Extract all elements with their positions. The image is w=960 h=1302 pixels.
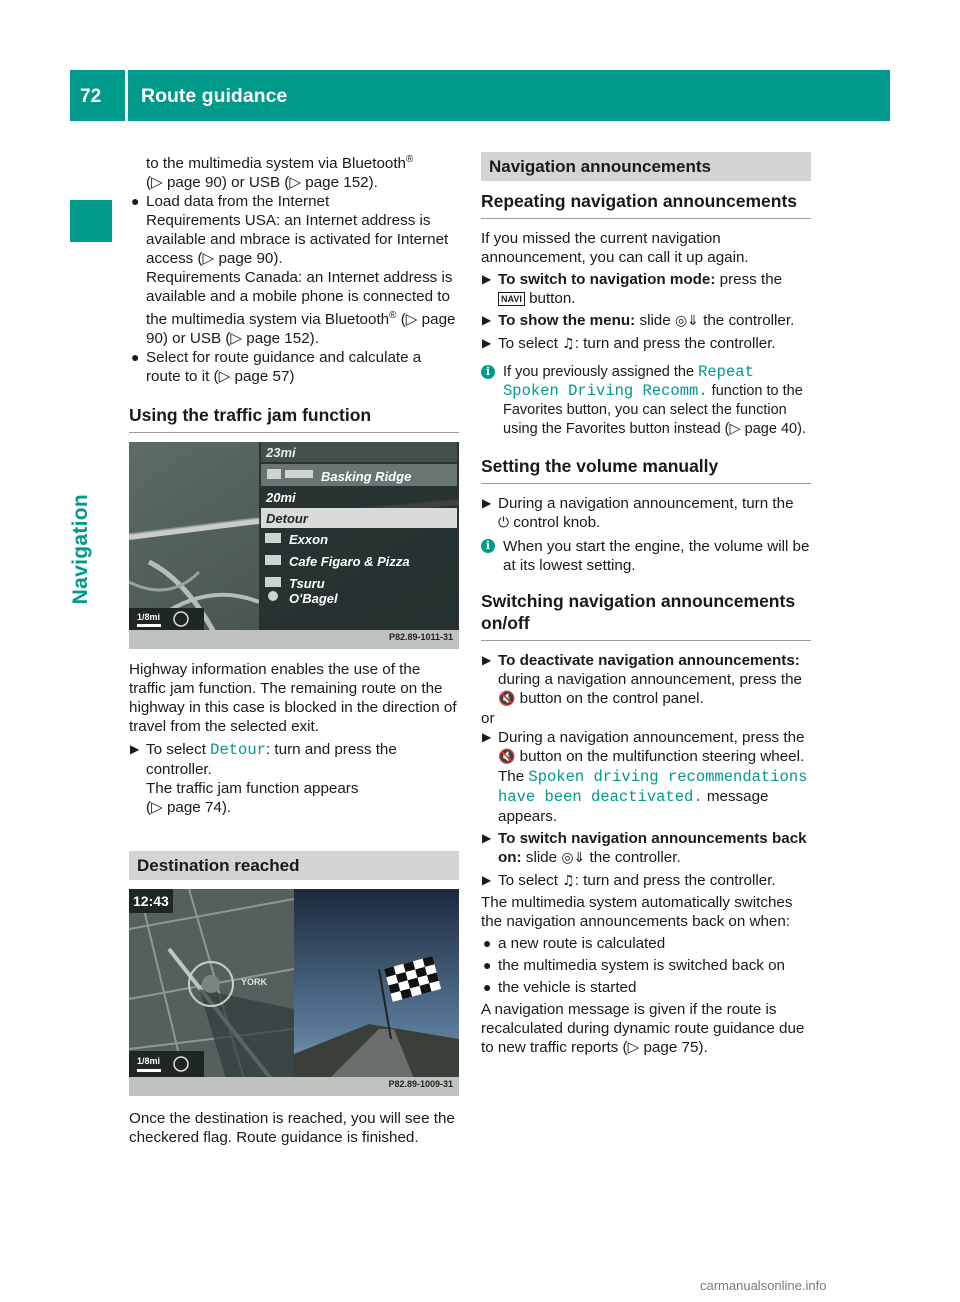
step-volume bbox=[481, 494, 811, 533]
final-description: A navigation message is given if the route is recalculated during dynamic route guidance due to new traffic reports (▷ page 75). bbox=[481, 1001, 805, 1056]
menu-item-exxon: Exxon bbox=[289, 532, 329, 548]
step-page-ref: (▷ page 74). bbox=[146, 799, 232, 817]
navigation-announcements-heading: Navigation announcements bbox=[481, 152, 811, 181]
step-message bbox=[498, 767, 811, 826]
info-icon: i bbox=[481, 539, 495, 553]
when-item-3 bbox=[481, 978, 811, 997]
step-end: button. bbox=[524, 290, 576, 307]
step-select-voice-2 bbox=[481, 871, 811, 891]
figure-code: P82.89-1011-31 bbox=[388, 632, 453, 643]
step-prefix: During a navigation announcement, turn the bbox=[498, 495, 794, 512]
info-icon: i bbox=[481, 365, 495, 379]
step-navigation-mode bbox=[481, 270, 811, 308]
info-text: When you start the engine, the volume will be at its lowest setting. bbox=[503, 538, 810, 574]
volume-heading: Setting the volume manually bbox=[481, 455, 811, 484]
step-arrow-icon: ▶ bbox=[482, 730, 492, 744]
step-arrow-icon: ▶ bbox=[130, 742, 140, 757]
destination-description: Once the destination is reached, you will see the checkered flag. Route guidance is finished. bbox=[129, 1110, 455, 1147]
step-select-voice bbox=[481, 334, 811, 354]
figure-code: P82.89-1009-31 bbox=[388, 1079, 453, 1090]
step-suffix: : turn and press the controller. bbox=[574, 335, 776, 352]
step-prefix: To select bbox=[146, 741, 211, 759]
voice-output-icon: ♫ bbox=[562, 336, 575, 352]
menu-item-detour: Detour bbox=[266, 511, 308, 527]
step-deactivate-wheel bbox=[481, 728, 811, 826]
step-suffix: control knob. bbox=[509, 514, 601, 531]
map-scale: 1/8mi bbox=[137, 612, 161, 623]
or-text: or bbox=[481, 710, 495, 727]
menu-item-cafe: Cafe Figaro & Pizza bbox=[289, 554, 410, 570]
info-text-a: If you previously assigned the bbox=[503, 364, 699, 380]
header-divider bbox=[125, 70, 128, 121]
menu-item-basking-ridge: Basking Ridge bbox=[321, 469, 412, 485]
requirements-canada-b: (▷ page 90) or USB (▷ page 152). bbox=[146, 311, 456, 348]
bullet-marker-icon: ● bbox=[483, 957, 492, 973]
auto-on-description: The multimedia system automatically switches the navigation announcements back on when: bbox=[481, 894, 793, 930]
page-header bbox=[70, 70, 890, 121]
step-show-menu bbox=[481, 311, 811, 331]
controller-slide-icon: ◎⇓ bbox=[561, 850, 586, 866]
step-result: The traffic jam function appears bbox=[146, 780, 359, 798]
step-rest: during a navigation announcement, press the bbox=[498, 671, 802, 688]
step-text bbox=[498, 651, 811, 709]
step-arrow-icon: ▶ bbox=[482, 272, 492, 286]
step-arrow-icon: ▶ bbox=[482, 336, 492, 350]
step-bold: To deactivate navigation announcements: bbox=[498, 652, 800, 669]
menu-distance-top: 23mi bbox=[266, 445, 296, 461]
continued-text-1: to the multimedia system via Bluetooth bbox=[146, 155, 406, 173]
map-area-label: YORK bbox=[241, 977, 268, 988]
step-arrow-icon: ▶ bbox=[482, 496, 492, 510]
bullet-marker-icon: ● bbox=[483, 979, 492, 995]
switching-heading bbox=[481, 590, 811, 641]
step-rest: slide bbox=[521, 849, 562, 866]
left-column bbox=[129, 150, 459, 1147]
step-text bbox=[498, 494, 811, 533]
info-favorites bbox=[481, 363, 811, 439]
map-scale: 1/8mi bbox=[137, 1056, 161, 1067]
destination-map-image bbox=[129, 889, 459, 1096]
step-rest: press the bbox=[715, 271, 783, 288]
controller-slide-icon: ◎⇓ bbox=[674, 313, 699, 329]
bullet-marker-icon: ● bbox=[131, 349, 140, 366]
info-volume bbox=[481, 537, 811, 575]
bullet-load-data bbox=[129, 192, 459, 348]
destination-figure bbox=[129, 889, 459, 1096]
when-item-2 bbox=[481, 956, 811, 975]
bullet-text: Select for route guidance and calculate a route to it (▷ page 57) bbox=[146, 349, 422, 386]
step-end: button on the control panel. bbox=[515, 690, 704, 707]
info-text-b: function to the Favorites button, you can select the function using the Favorites button instead (▷ page 40). bbox=[503, 383, 806, 437]
step-prefix: During a navigation announcement, press the bbox=[498, 729, 805, 746]
chapter-label-text: Navigation bbox=[69, 494, 92, 605]
mute-button-icon: 🔇 bbox=[498, 691, 516, 707]
bullet-marker-icon: ● bbox=[131, 193, 140, 210]
repeating-description: If you missed the current navigation announcement, you can call it up again. bbox=[481, 230, 749, 266]
step-rest: slide bbox=[635, 312, 675, 329]
traffic-jam-heading: Using the traffic jam function bbox=[129, 404, 459, 433]
step-arrow-icon: ▶ bbox=[482, 873, 492, 887]
step-end: the controller. bbox=[585, 849, 681, 866]
repeating-heading: Repeating navigation announcements bbox=[481, 190, 811, 219]
step-text bbox=[498, 334, 811, 354]
step-suffix: : turn and press the controller. bbox=[574, 872, 776, 889]
step-suffix: button on the multifunction steering wheel. bbox=[515, 748, 805, 765]
step-back-on bbox=[481, 829, 811, 868]
chapter-label bbox=[69, 494, 92, 694]
destination-reached-heading: Destination reached bbox=[129, 851, 459, 880]
requirements-usa: Requirements USA: an Internet address is available and mbrace is activated for Internet access (▷ page 90). bbox=[146, 212, 449, 268]
menu-item-tsuru: Tsuru bbox=[289, 576, 325, 592]
menu-item-distance: 20mi bbox=[266, 490, 296, 506]
when-item-text: the vehicle is started bbox=[498, 979, 637, 996]
step-bold: To switch navigation announcements back on: bbox=[498, 830, 807, 866]
deactivated-message-code: Spoken driving recommendations have been deactivated. bbox=[498, 768, 808, 806]
mute-button-icon: 🔇 bbox=[498, 749, 516, 765]
step-text bbox=[498, 270, 811, 308]
traffic-jam-figure bbox=[129, 442, 459, 649]
step-deactivate bbox=[481, 651, 811, 709]
step-end: the controller. bbox=[698, 312, 795, 329]
requirements-canada bbox=[146, 268, 459, 348]
voice-output-icon: ♫ bbox=[562, 873, 575, 889]
when-item-text: a new route is calculated bbox=[498, 935, 666, 952]
switching-heading-line1: Switching navigation announcements bbox=[481, 591, 796, 611]
step-message-a: The bbox=[498, 768, 529, 785]
step-text bbox=[146, 740, 459, 779]
page-title: Route guidance bbox=[141, 85, 288, 107]
step-prefix: To select bbox=[498, 872, 563, 889]
step-message-b: message appears. bbox=[498, 788, 769, 825]
step-bold: To switch to navigation mode: bbox=[498, 271, 716, 288]
step-text bbox=[498, 728, 811, 767]
navi-button-icon: NAVI bbox=[498, 292, 525, 306]
bullet-marker-icon: ● bbox=[483, 935, 492, 951]
registered-mark: ® bbox=[406, 154, 414, 165]
step-arrow-icon: ▶ bbox=[482, 313, 492, 327]
step-text bbox=[498, 871, 811, 891]
menu-item-obagel: O'Bagel bbox=[289, 591, 338, 607]
step-text bbox=[498, 829, 811, 868]
watermark: carmanualsonline.info bbox=[700, 1278, 827, 1293]
detour-code: Detour bbox=[210, 741, 266, 760]
clock-readout: 12:43 bbox=[133, 893, 169, 910]
requirements-canada-a: Requirements Canada: an Internet address is available and a mobile phone is connected to the multimedia system via Bluetooth bbox=[146, 269, 453, 329]
chapter-tab bbox=[70, 200, 112, 242]
when-item-1 bbox=[481, 934, 811, 953]
switching-heading-line2: on/off bbox=[481, 613, 530, 633]
step-arrow-icon: ▶ bbox=[482, 831, 492, 845]
repeat-spoken-code: Repeat Spoken Driving Recomm. bbox=[503, 363, 754, 400]
step-prefix: To select bbox=[498, 335, 563, 352]
step-bold: To show the menu: bbox=[498, 312, 636, 329]
step-suffix: : turn and press the controller. bbox=[146, 741, 397, 779]
continued-text bbox=[129, 150, 459, 192]
registered-mark: ® bbox=[389, 310, 397, 322]
step-select-detour bbox=[129, 740, 459, 817]
continued-text-2: (▷ page 90) or USB (▷ page 152). bbox=[146, 174, 378, 192]
step-arrow-icon: ▶ bbox=[482, 653, 492, 667]
page-number: 72 bbox=[80, 86, 102, 107]
power-knob-icon: ⏻ bbox=[498, 515, 510, 531]
when-item-text: the multimedia system is switched back on bbox=[498, 957, 785, 974]
right-column bbox=[481, 152, 811, 1057]
bullet-select-route bbox=[129, 348, 459, 386]
step-text bbox=[498, 311, 811, 331]
traffic-jam-description: Highway information enables the use of the traffic jam function. The remaining route on the highway in this case is blocked in the direction of travel from the selected exit. bbox=[129, 661, 457, 736]
info-text bbox=[503, 363, 811, 439]
bullet-title: Load data from the Internet bbox=[146, 193, 330, 211]
